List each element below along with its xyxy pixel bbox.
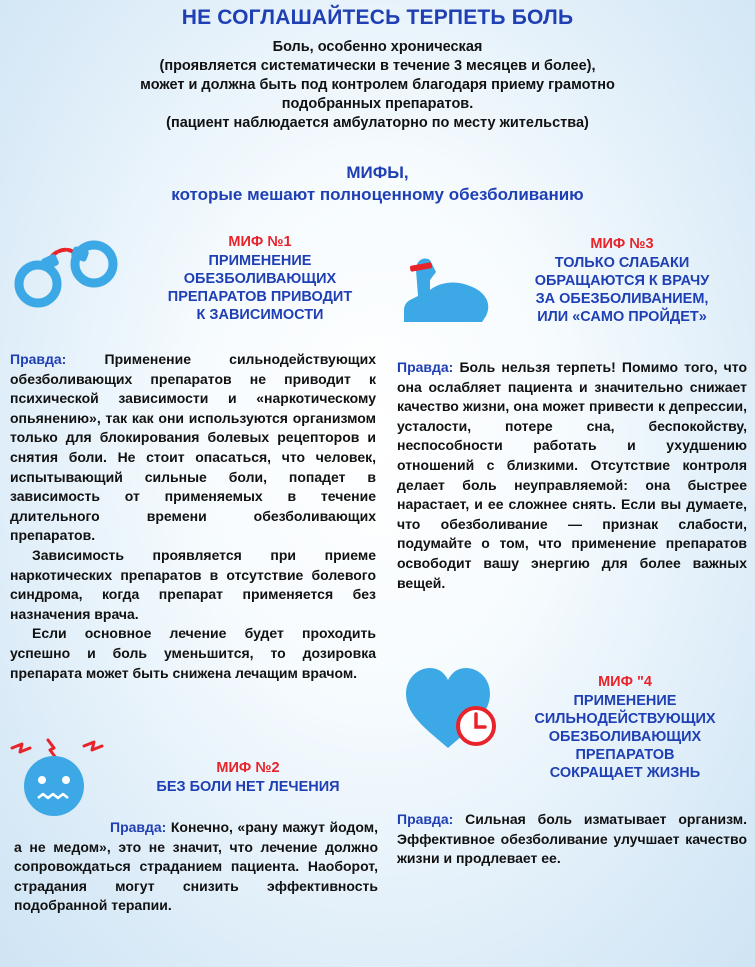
myth1-truth-text: Применение сильнодействующих обезболивающих препаратов не приводит к психической зависимости и «наркотическому опьянению», так как они используются организмом только для блокирования болевых рецепторов и снятия боли. Не стоит опасаться, что человек, испытывающий сильные боли, попадет в зависимость от применяемых в течение длительного времени обезболивающих препаратов. — [10, 351, 376, 544]
myth1-headline-line: К ЗАВИСИМОСТИ — [196, 307, 324, 323]
myth4-headline-line: ПРЕПАРАТОВ — [575, 747, 675, 763]
myth4-number: МИФ "4 — [598, 674, 652, 690]
myth2-truth-text: Конечно, «рану мажут йодом, а не медом», это не значит, что лечение должно сопровождаться страданием пациента. Наоборот, страдания могут снизить эффективность подобранной терапии. — [14, 819, 378, 914]
myth4-headline — [505, 692, 745, 782]
myths-heading-line1: МИФЫ, — [346, 163, 409, 182]
myth1-header — [140, 234, 380, 324]
myths-heading-line2: которые мешают полноценному обезболиванию — [171, 185, 584, 204]
flexed-arm-icon — [396, 246, 496, 326]
myth1-headline-line: ПРИМЕНЕНИЕ — [208, 253, 312, 269]
myth2-truth — [14, 818, 378, 916]
myth4-headline-line: ПРИМЕНЕНИЕ — [573, 693, 677, 709]
heart-clock-icon — [400, 660, 500, 760]
truth-label: Правда: — [10, 351, 67, 367]
intro-line-4: подобранных препаратов. — [281, 96, 474, 112]
myth1-para3: Если основное лечение будет проходить успешно и боль уменьшится, то дозировка препарата может быть снижена лечащим врачом. — [10, 625, 376, 681]
handcuffs-icon — [14, 234, 120, 314]
myth4-headline-line: СОКРАЩАЕТ ЖИЗНЬ — [549, 765, 701, 781]
myth1-number: МИФ №1 — [228, 234, 292, 250]
myth3-headline — [500, 254, 744, 326]
myth1-para2: Зависимость проявляется при приеме наркотических препаратов в отсутствие болевого синдрома, когда препарат применяется без назначения врача. — [10, 546, 376, 622]
myth2-header — [130, 760, 366, 796]
myth3-headline-line: ТОЛЬКО СЛАБАКИ — [554, 255, 690, 271]
intro-line-2: (проявляется систематически в течение 3 месяцев и более), — [159, 58, 596, 74]
page-title: НЕ СОГЛАШАЙТЕСЬ ТЕРПЕТЬ БОЛЬ — [181, 6, 574, 29]
myths-heading — [0, 162, 755, 206]
intro-line-1: Боль, особенно хроническая — [272, 39, 483, 55]
myth3-headline-line: ИЛИ «САМО ПРОЙДЕТ» — [537, 309, 707, 325]
myth3-header — [500, 236, 744, 326]
myth3-truth — [397, 358, 747, 593]
myth4-truth — [397, 810, 747, 869]
myth2-headline: БЕЗ БОЛИ НЕТ ЛЕЧЕНИЯ — [156, 779, 340, 795]
myth2-number: МИФ №2 — [216, 760, 280, 776]
myth3-truth-text: Боль нельзя терпеть! Помимо того, что она ослабляет пациента и значительно снижает качество жизни, она может привести к депрессии, усталости, потере сна, беспокойству, неспособности работать и ухудшению отношений с близкими. Отсутствие контроля делает боль неуправляемой: она быстрее нарастает, и ее сложнее снять. Если вы думаете, что обезболивание — признак слабости, подумайте о том, что применение препаратов освободит вашу энергию для более важных вещей. — [397, 359, 747, 591]
truth-label: Правда: — [110, 819, 167, 835]
intro-line-3: может и должна быть под контролем благодаря приему грамотно — [140, 77, 615, 93]
myth1-truth — [10, 350, 376, 683]
myth4-header — [505, 674, 745, 782]
myth4-headline-line: СИЛЬНОДЕЙСТВУЮЩИХ — [534, 711, 716, 727]
truth-label: Правда: — [397, 811, 454, 827]
myth4-truth-text: Сильная боль изматывает организм. Эффективное обезболивание улучшает качество жизни и продлевает ее. — [397, 811, 747, 867]
myth1-headline-line: ОБЕЗБОЛИВАЮЩИХ — [183, 271, 337, 287]
myth3-headline-line: ЗА ОБЕЗБОЛИВАНИЕМ, — [535, 291, 709, 307]
myth1-headline — [140, 252, 380, 324]
intro-text — [60, 38, 695, 133]
angry-face-icon — [8, 738, 108, 818]
myth3-headline-line: ОБРАЩАЮТСЯ К ВРАЧУ — [534, 273, 710, 289]
truth-label: Правда: — [397, 359, 454, 375]
intro-line-5: (пациент наблюдается амбулаторно по месту жительства) — [166, 115, 589, 131]
myth1-headline-line: ПРЕПАРАТОВ ПРИВОДИТ — [167, 289, 353, 305]
myth4-headline-line: ОБЕЗБОЛИВАЮЩИХ — [548, 729, 702, 745]
myth3-number: МИФ №3 — [590, 236, 654, 252]
